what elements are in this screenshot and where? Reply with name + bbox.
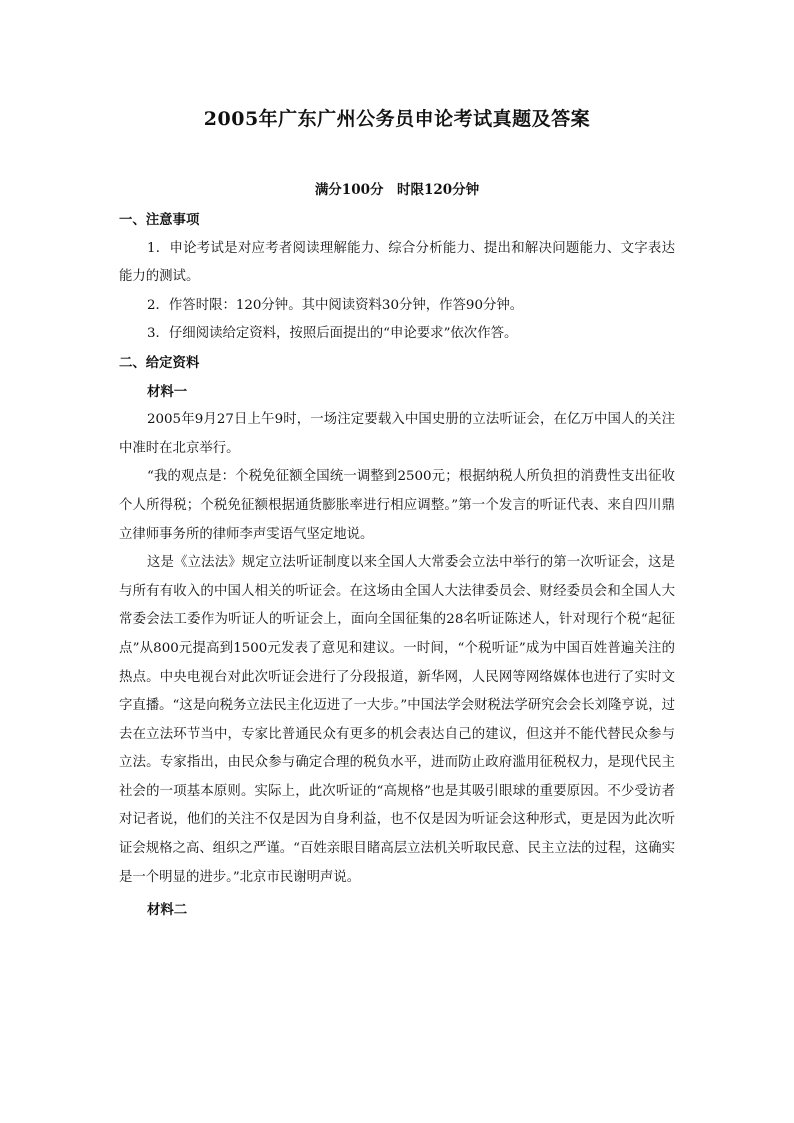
section-heading-materials: 二、给定资料 [119, 354, 200, 371]
material-paragraph: 这是《立法法》规定立法听证制度以来全国人大常委会立法中举行的第一次听证会，这是与所有有收入的中国人相关的听证会。在这场由全国人大法律委员会、财经委员会和全国人大常委会法工委作为听证人的听证会上，面向全国征集的28名听证陈述人，针对现行个税“起征点”从800元提高到1500元发表了意见和建议。一时间，“个税听证”成为中国百姓普遍关注的热点。中央电视台对此次听证会进行了分段报道，新华网，人民网等网络媒体也进行了实时文字直播。“这是向税务立法民主化迈进了一大步。”中国法学会财税法学研究会会长刘隆亨说，过去在立法环节当中，专家比普通民众有更多的机会表达自己的建议，但这并不能代替民众参与立法。专家指出，由民众参与确定合理的税负水平，进而防止政府滥用征税权力，是现代民主社会的一项基本原则。实际上，此次听证的“高规格”也是其吸引眼球的重要原因。不少受访者对记者说，他们的关注不仅是因为自身利益，也不仅是因为听证会这种形式，更是因为此次听证会规格之高、组织之严谨。“百姓亲眼目睹高层立法机关听取民意、民主立法的过程，这确实是一个明显的进步。”北京市民谢明声说。 [119, 555, 676, 885]
section-heading-notes: 一、注意事项 [119, 212, 200, 228]
material-paragraph: 2005年9月27日上午9时，一场注定要载入中国史册的立法听证会，在亿万中国人的关注中准时在北京举行。 [119, 412, 675, 456]
note-item: 1．申论考试是对应考者阅读理解能力、综合分析能力、提出和解决问题能力、文字表达能力的测试。 [119, 240, 675, 285]
document-title: 2005年广东广州公务员申论考试真题及答案 [203, 108, 591, 130]
note-item: 3．仔细阅读给定资料，按照后面提出的“申论要求”依次作答。 [147, 326, 518, 342]
material-heading-1: 材料一 [147, 383, 188, 400]
material-paragraph: “我的观点是：个税免征额全国统一调整到2500元；根据纳税人所负担的消费性支出征收个人所得税；个税免征额根据通货膨胀率进行相应调整。”第一个发言的听证代表、来自四川鼎立律师事务所的律师李声雯语气坚定地说。 [119, 469, 675, 542]
exam-info-subtitle: 满分100分 时限120分钟 [314, 182, 480, 198]
note-item: 2．作答时限：120分钟。其中阅读资料30分钟，作答90分钟。 [147, 297, 524, 313]
document-body [119, 206, 675, 925]
material-heading-2: 材料二 [147, 902, 188, 919]
